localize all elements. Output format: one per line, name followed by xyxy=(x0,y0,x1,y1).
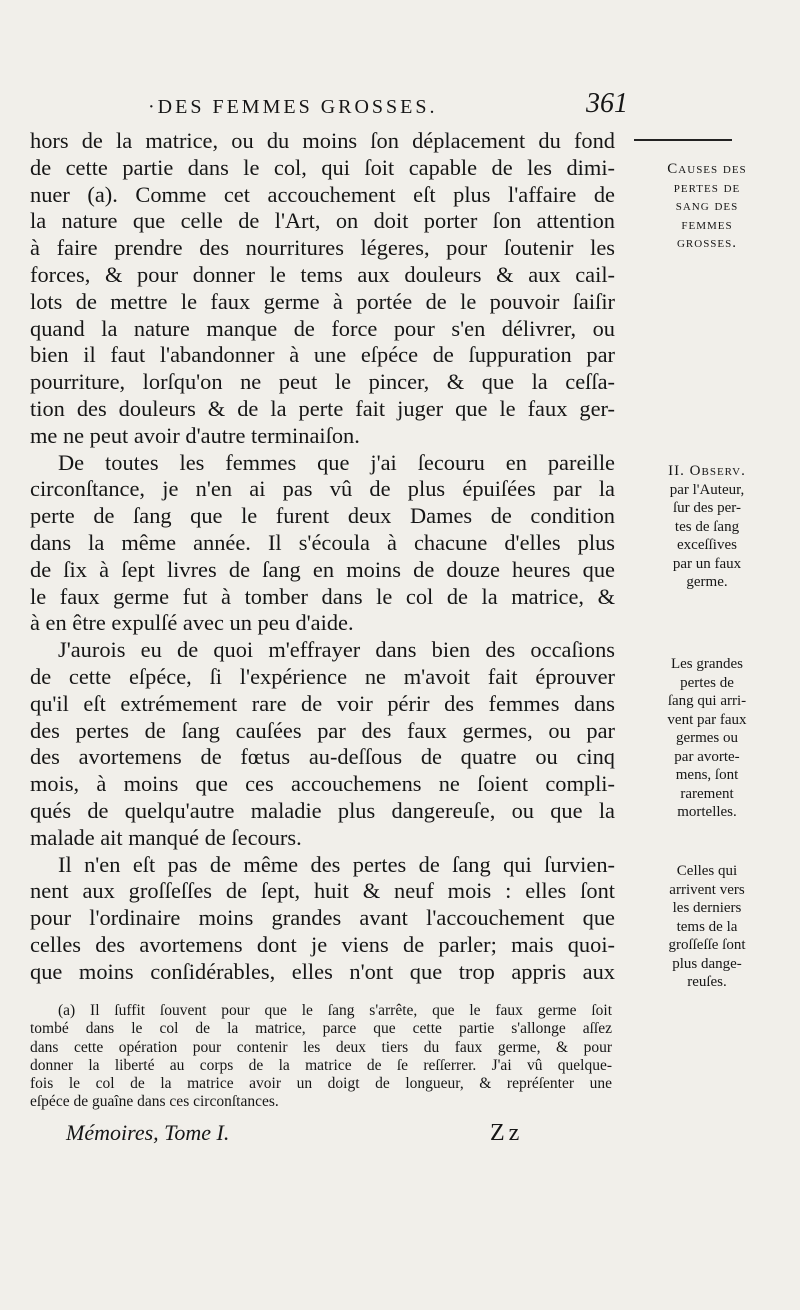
text-line: de ſix à ſept livres de ſang en moins de douze heures que xyxy=(30,556,615,582)
text-line: qu'il eſt extrémement rare de voir périr des femmes dans xyxy=(30,690,615,716)
footnote-line: donner la liberté au corps de la matrice de ſe reſſerrer. J'ai vû quelque- xyxy=(30,1056,612,1074)
margin-line: femmes xyxy=(681,216,733,233)
page-number: 361 xyxy=(586,88,628,119)
signature-mark: Mémoires, Tome I. xyxy=(66,1120,230,1145)
margin-line: exceſſives xyxy=(677,537,737,553)
margin-line: grosses. xyxy=(676,235,738,251)
margin-rule xyxy=(634,139,732,141)
margin-line: sang des xyxy=(675,198,739,214)
margin-line: tems de la xyxy=(676,918,738,935)
text-line: celles des avortemens dont je viens de parler; mais quoi- xyxy=(30,931,615,957)
text-line: à en être expulſé avec un peu d'aide. xyxy=(30,610,354,636)
paragraph-2 xyxy=(30,450,615,638)
margin-line: II. Observ. xyxy=(668,463,746,479)
footnote-line: dans cette opération pour contenir les deux tiers du faux germe, & pour xyxy=(30,1038,612,1056)
margin-line: pertes de xyxy=(680,674,734,691)
text-line: malade ait manqué de ſecours. xyxy=(30,824,302,850)
text-line: la nature que celle de l'Art, on doit porter ſon attention xyxy=(30,208,615,234)
page-header xyxy=(148,88,628,128)
marginal-note-4 xyxy=(622,862,792,992)
text-line: J'aurois eu de quoi m'effrayer dans bien des occaſions xyxy=(58,637,615,663)
marginal-note-2 xyxy=(622,462,792,592)
text-line: bien il faut l'abandonner à une eſpéce de ſuppuration par xyxy=(30,342,615,368)
text-line: circonſtance, je n'en ai pas vû de plus épuiſées par la xyxy=(30,476,615,502)
text-line: quand la nature manque de force pour s'en délivrer, ou xyxy=(30,315,615,341)
text-line: Il n'en eſt pas de même des pertes de ſang qui ſurvien- xyxy=(58,851,615,877)
text-line: forces, & pour donner le tems aux douleurs & aux cail- xyxy=(30,261,615,287)
text-line: me ne peut avoir d'autre terminaiſon. xyxy=(30,422,360,448)
margin-line: par l'Auteur, xyxy=(669,481,745,498)
footnote xyxy=(30,1002,612,1112)
text-line: pour l'ordinaire moins grandes avant l'accouchement que xyxy=(30,905,615,931)
margin-line: plus dange- xyxy=(672,955,742,972)
paragraph-1 xyxy=(30,128,615,450)
margin-line: arrivent vers xyxy=(669,881,745,898)
margin-line: germe. xyxy=(686,574,728,590)
text-line: que moins conſidérables, elles n'ont que trop appris aux xyxy=(30,958,615,984)
margin-line: Les grandes xyxy=(670,656,744,672)
text-line: des avortemens de fœtus au-deſſous de quatre ou cinq xyxy=(30,744,615,770)
margin-line: vent par faux xyxy=(667,711,747,728)
margin-line: germes ou xyxy=(675,730,739,746)
text-line: dans la même année. Il s'écoula à chacune d'elles plus xyxy=(30,529,615,555)
margin-line: Celles qui xyxy=(676,863,738,879)
footnote-line: tombé dans le col de la matrice, parce que cette partie s'allonge aſſez xyxy=(30,1020,612,1038)
signature-letters: Zz xyxy=(490,1120,524,1146)
margin-line: les derniers xyxy=(672,900,742,916)
main-text xyxy=(30,128,615,986)
footnote-line: fois le col de la matrice avoir un doigt de longueur, & repréſenter une xyxy=(30,1075,612,1093)
text-line: nuer (a). Comme cet accouchement eſt plus l'affaire de xyxy=(30,181,615,207)
text-line: de cette eſpéce, ſi l'expérience ne m'avoit fait éprouver xyxy=(30,663,615,689)
margin-line: Causes des xyxy=(667,161,747,177)
margin-line: reuſes. xyxy=(687,974,727,990)
paragraph-3 xyxy=(30,637,615,851)
margin-line: tes de ſang xyxy=(674,518,740,535)
text-line: le faux germe fut à tomber dans le col de la matrice, & xyxy=(30,583,615,609)
running-title: ·DES FEMMES GROSSES. xyxy=(148,96,438,118)
margin-line: groſſeſſe ſont xyxy=(668,937,746,953)
footnote-line: (a) Il ſuffit ſouvent pour que le ſang s'arrête, que le faux germe ſoit xyxy=(58,1002,612,1019)
margin-line: par un faux xyxy=(672,555,742,572)
margin-line: pertes de xyxy=(673,179,741,196)
margin-line: par avorte- xyxy=(674,748,740,765)
text-line: lots de mettre le faux germe à portée de le pouvoir ſaiſir xyxy=(30,288,615,314)
paragraph-4 xyxy=(30,852,615,986)
margin-line: rarement xyxy=(680,785,734,802)
text-line: nent aux groſſeſſes de ſept, huit & neuf mois : elles ſont xyxy=(30,878,615,904)
text-line: qués de quelqu'autre maladie plus dangereuſe, ou que la xyxy=(30,797,615,823)
text-line: hors de la matrice, ou du moins ſon déplacement du fond xyxy=(30,128,615,153)
text-line: pourriture, lorſqu'on ne peut le pincer, & que la ceſſa- xyxy=(30,369,615,395)
footnote-line: eſpéce de guaîne dans ces circonſtances. xyxy=(30,1093,279,1111)
text-line: tion des douleurs & de la perte fait juger que le faux ger- xyxy=(30,395,615,421)
margin-line: mortelles. xyxy=(677,804,737,820)
marginal-note-3 xyxy=(622,655,792,822)
text-line: perte de ſang que le furent deux Dames de condition xyxy=(30,503,615,529)
text-line: De toutes les femmes que j'ai ſecouru en pareille xyxy=(58,449,615,475)
margin-line: ſur des per- xyxy=(672,500,741,516)
text-line: à faire prendre des nourritures légeres, pour ſoutenir les xyxy=(30,235,615,261)
text-line: de cette partie dans le col, qui ſoit capable de les dimi- xyxy=(30,154,615,180)
margin-line: mens, ſont xyxy=(675,767,739,783)
margin-line: ſang qui arri- xyxy=(667,693,747,709)
marginal-note-1 xyxy=(622,160,792,253)
text-line: des pertes de ſang cauſées par des faux germes, ou par xyxy=(30,717,615,743)
text-line: mois, à moins que ces accouchemens ne ſoient compli- xyxy=(30,771,615,797)
